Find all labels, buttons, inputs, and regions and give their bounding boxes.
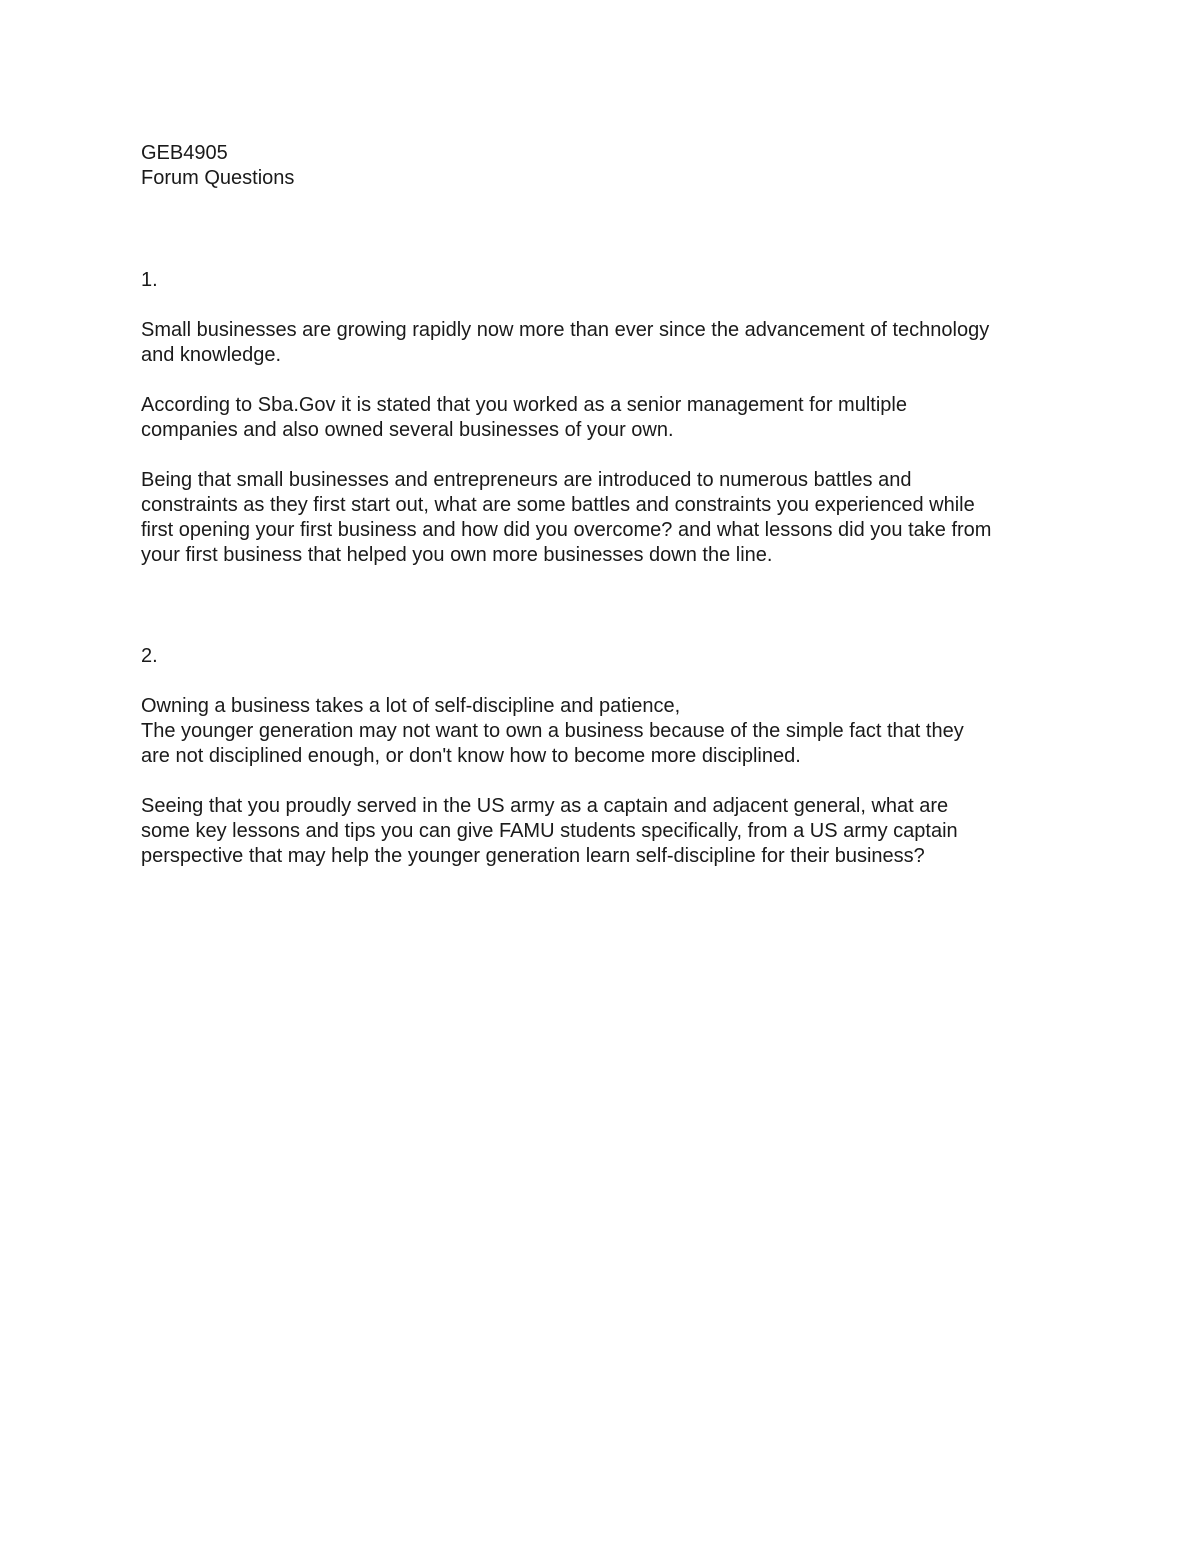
question-number: 1. — [141, 269, 158, 291]
course-code: GEB4905 — [141, 142, 228, 164]
document-title: Forum Questions — [141, 167, 295, 189]
spacer — [141, 293, 1081, 318]
paragraph — [141, 694, 1081, 769]
spacer — [141, 769, 1081, 794]
text-line: companies and also owned several businesses of your own. — [141, 419, 674, 441]
text-line: constraints as they first start out, what are some battles and constraints you experienced while — [141, 494, 975, 516]
spacer — [141, 191, 1081, 268]
text-line: some key lessons and tips you can give FAMU students specifically, from a US army captain — [141, 820, 958, 842]
text-line: Owning a business takes a lot of self-discipline and patience, — [141, 695, 681, 717]
spacer — [141, 368, 1081, 393]
text-line: Seeing that you proudly served in the US army as a captain and adjacent general, what are — [141, 795, 949, 817]
text-line: The younger generation may not want to own a business because of the simple fact that they — [141, 720, 964, 742]
spacer — [141, 669, 1081, 694]
question-1 — [141, 268, 1081, 568]
paragraph — [141, 393, 1081, 443]
question-2 — [141, 644, 1081, 869]
document-body — [141, 141, 1081, 869]
question-number: 2. — [141, 645, 158, 667]
text-line: According to Sba.Gov it is stated that you worked as a senior management for multiple — [141, 394, 907, 416]
text-line: Small businesses are growing rapidly now more than ever since the advancement of technology — [141, 319, 990, 341]
text-line: your first business that helped you own more businesses down the line. — [141, 544, 773, 566]
text-line: are not disciplined enough, or don't know how to become more disciplined. — [141, 745, 801, 767]
text-line: Being that small businesses and entrepreneurs are introduced to numerous battles and — [141, 469, 912, 491]
spacer — [141, 443, 1081, 468]
spacer — [141, 568, 1081, 644]
text-line: and knowledge. — [141, 344, 282, 366]
paragraph — [141, 794, 1081, 869]
paragraph — [141, 468, 1081, 568]
text-line: perspective that may help the younger generation learn self-discipline for their business? — [141, 845, 925, 867]
paragraph — [141, 318, 1081, 368]
text-line: first opening your first business and how did you overcome? and what lessons did you take from — [141, 519, 992, 541]
